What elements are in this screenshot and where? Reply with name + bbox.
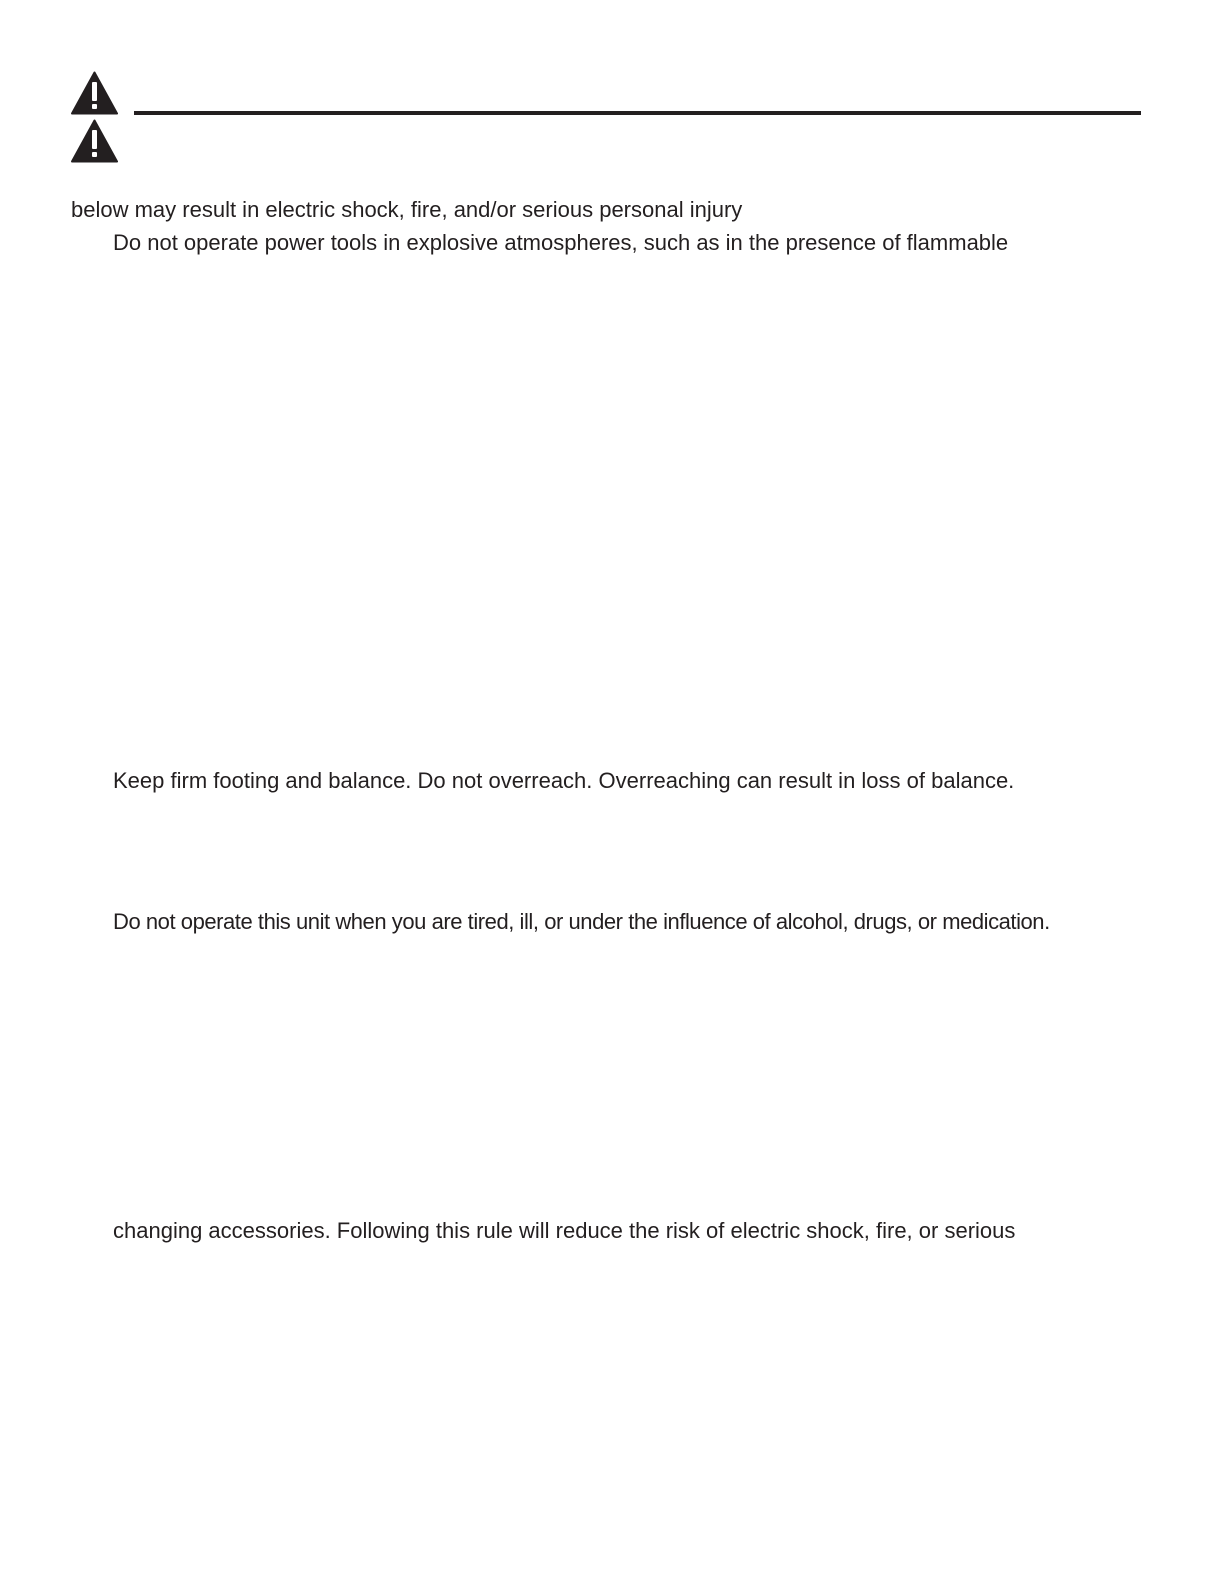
safety-rule-fatigue: Do not operate this unit when you are tired, ill, or under the influence of alcohol, drugs, or medication. bbox=[113, 909, 1050, 934]
safety-rule-accessories: changing accessories. Following this rule will reduce the risk of electric shock, fire, or serious bbox=[113, 1218, 1016, 1243]
safety-rule-footing: Keep firm footing and balance. Do not overreach. Overreaching can result in loss of balance. bbox=[113, 768, 1015, 793]
warning-text-line: below may result in electric shock, fire, and/or serious personal injury bbox=[71, 197, 743, 222]
header-rule bbox=[134, 111, 1141, 115]
warning-triangle-icon bbox=[71, 71, 118, 115]
warning-triangle-icon bbox=[71, 119, 118, 163]
safety-rule-explosive-atmospheres: Do not operate power tools in explosive atmospheres, such as in the presence of flammable bbox=[113, 230, 1009, 255]
